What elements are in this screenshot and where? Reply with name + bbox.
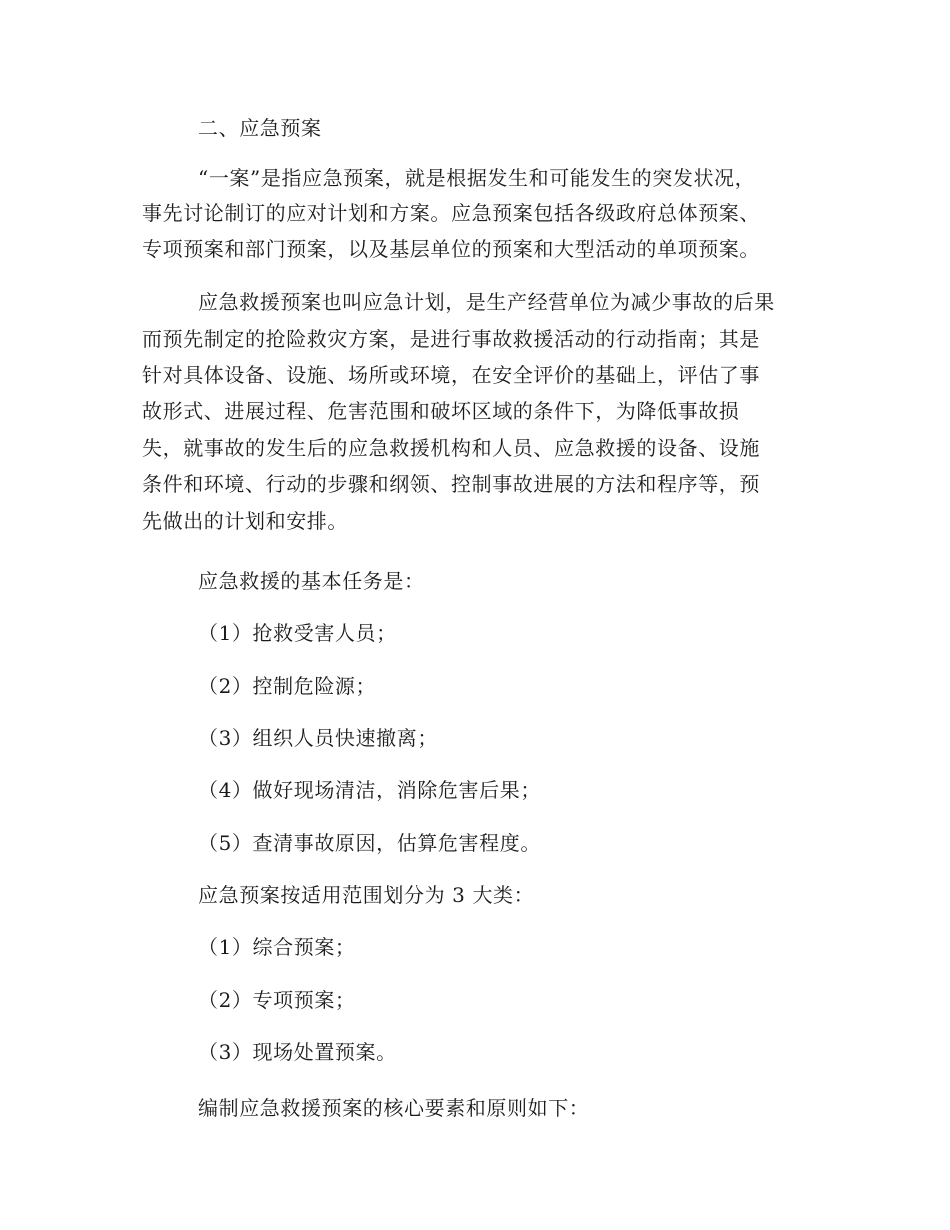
tasks-intro: 应急救援的基本任务是： — [198, 569, 425, 593]
paragraph-line: 专项预案和部门预案，以及基层单位的预案和大型活动的单项预案。 — [142, 237, 760, 261]
task-item: （3）组织人员快速撤离； — [198, 726, 438, 750]
category-item: （3）现场处置预案。 — [198, 1040, 397, 1064]
closing-line: 编制应急救援预案的核心要素和原则如下： — [198, 1096, 590, 1120]
paragraph-line: 故形式、进展过程、危害范围和破坏区域的条件下，为降低事故损 — [142, 399, 740, 423]
category-item: （1）综合预案； — [198, 935, 356, 959]
paragraph-line: 先做出的计划和安排。 — [142, 509, 348, 533]
paragraph-line: 失，就事故的发生后的应急救援机构和人员、应急救援的设备、设施 — [142, 436, 760, 460]
task-item: （5）查清事故原因，估算危害程度。 — [198, 831, 541, 855]
paragraph-line: “一案”是指应急预案，就是根据发生和可能发生的突发状况， — [198, 166, 756, 190]
paragraph-line: 针对具体设备、设施、场所或环境，在安全评价的基础上，评估了事 — [142, 363, 760, 387]
paragraph-line: 事先讨论制订的应对计划和方案。应急预案包括各级政府总体预案、 — [142, 201, 760, 225]
categories-intro: 应急预案按适用范围划分为 3 大类： — [198, 883, 535, 907]
task-item: （2）控制危险源； — [198, 674, 377, 698]
section-heading: 二、应急预案 — [198, 116, 322, 140]
task-item: （4）做好现场清洁，消除危害后果； — [198, 778, 541, 802]
paragraph-line: 应急救援预案也叫应急计划，是生产经营单位为减少事故的后果 — [198, 290, 775, 314]
paragraph-line: 条件和环境、行动的步骤和纲领、控制事故进展的方法和程序等，预 — [142, 472, 760, 496]
task-item: （1）抢救受害人员； — [198, 621, 397, 645]
paragraph-line: 而预先制定的抢险救灾方案，是进行事故救援活动的行动指南；其是 — [142, 327, 760, 351]
category-item: （2）专项预案； — [198, 988, 356, 1012]
